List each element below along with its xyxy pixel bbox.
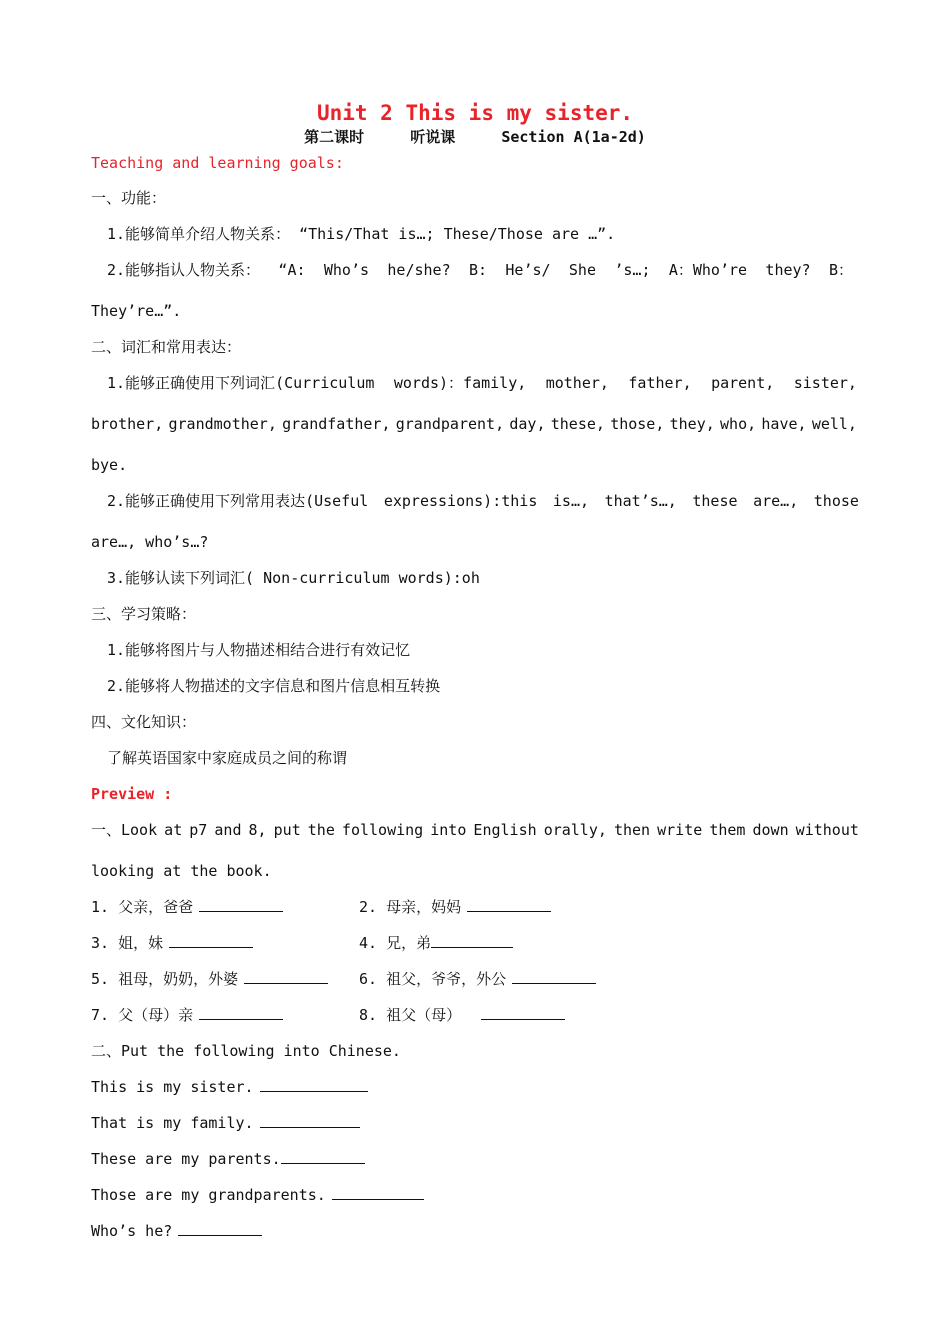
answer-blank[interactable] bbox=[332, 1185, 424, 1200]
vocab-item-8: 8. 祖父（母） bbox=[359, 1005, 565, 1025]
answer-blank[interactable] bbox=[178, 1221, 262, 1236]
section-2-heading: 二、词汇和常用表达： bbox=[91, 338, 242, 356]
s1-item-1: 1.能够简单介绍人物关系： “This/That is…; These/Those are …”. bbox=[107, 225, 616, 243]
answer-blank[interactable] bbox=[481, 1005, 565, 1020]
s4-item-1: 了解英语国家中家庭成员之间的称谓 bbox=[107, 749, 348, 767]
section-1-heading: 一、功能： bbox=[91, 189, 167, 207]
preview-heading: Preview : bbox=[91, 785, 173, 803]
vocab-item-4: 4. 兄，弟 bbox=[359, 933, 513, 953]
vocab-item-3: 3. 姐，妹 bbox=[91, 933, 253, 953]
answer-blank[interactable] bbox=[512, 969, 596, 984]
lesson-type: 听说课 bbox=[410, 128, 456, 146]
lesson-section: Section A(1a-2d) bbox=[501, 128, 646, 146]
s2-item-3: 3.能够认读下列词汇( Non-curriculum words):oh bbox=[107, 569, 480, 587]
s1-item-2-cont: They’re…”. bbox=[91, 302, 182, 320]
answer-blank[interactable] bbox=[199, 897, 283, 912]
sentence-4: Those are my grandparents. bbox=[91, 1185, 424, 1205]
page-subtitle bbox=[0, 127, 950, 147]
answer-blank[interactable] bbox=[199, 1005, 283, 1020]
s2-item-1-line-3: bye. bbox=[91, 456, 128, 474]
goals-heading: Teaching and learning goals: bbox=[91, 154, 344, 172]
s3-item-2: 2.能够将人物描述的文字信息和图片信息相互转换 bbox=[107, 677, 441, 695]
page-title: Unit 2 This is my sister. bbox=[316, 101, 634, 125]
answer-blank[interactable] bbox=[281, 1149, 365, 1164]
sentence-2: That is my family. bbox=[91, 1113, 360, 1133]
section-4-heading: 四、文化知识： bbox=[91, 713, 197, 731]
answer-blank[interactable] bbox=[244, 969, 328, 984]
lesson-number: 第二课时 bbox=[304, 128, 365, 146]
vocab-item-1: 1. 父亲，爸爸 bbox=[91, 897, 283, 917]
sentence-3: These are my parents. bbox=[91, 1149, 365, 1169]
s2-item-1-line-2: brother, grandmother, grandfather, grandparent, day, these, those, they, who, have, well, bbox=[91, 415, 857, 433]
vocab-item-2: 2. 母亲，妈妈 bbox=[359, 897, 551, 917]
sentence-5: Who’s he? bbox=[91, 1221, 262, 1241]
preview-part-1-cont: looking at the book. bbox=[91, 862, 272, 880]
answer-blank[interactable] bbox=[260, 1113, 360, 1128]
answer-blank[interactable] bbox=[260, 1077, 368, 1092]
answer-blank[interactable] bbox=[467, 897, 551, 912]
answer-blank[interactable] bbox=[169, 933, 253, 948]
s2-item-2: 2.能够正确使用下列常用表达(Useful expressions):this is…, that’s…, these are…, those bbox=[107, 492, 859, 510]
sentence-1: This is my sister. bbox=[91, 1077, 368, 1097]
answer-blank[interactable] bbox=[431, 933, 513, 948]
vocab-item-7: 7. 父（母）亲 bbox=[91, 1005, 283, 1025]
vocab-item-6: 6. 祖父，爷爷，外公 bbox=[359, 969, 596, 989]
s2-item-2-cont: are…, who’s…? bbox=[91, 533, 209, 551]
s3-item-1: 1.能够将图片与人物描述相结合进行有效记忆 bbox=[107, 641, 411, 659]
s2-item-1: 1.能够正确使用下列词汇(Curriculum words)：family, mother, father, parent, sister, bbox=[107, 374, 857, 392]
section-3-heading: 三、学习策略： bbox=[91, 605, 197, 623]
vocab-item-5: 5. 祖母，奶奶，外婆 bbox=[91, 969, 328, 989]
preview-part-2-instruction: 二、Put the following into Chinese. bbox=[91, 1042, 401, 1060]
preview-part-1-instruction: 一、Look at p7 and 8, put the following into English orally, then write them down without bbox=[91, 821, 859, 839]
s1-item-2: 2.能够指认人物关系： “A: Who’s he/she? B: He’s/ She ’s…; A：Who’re they? B： bbox=[107, 261, 853, 279]
